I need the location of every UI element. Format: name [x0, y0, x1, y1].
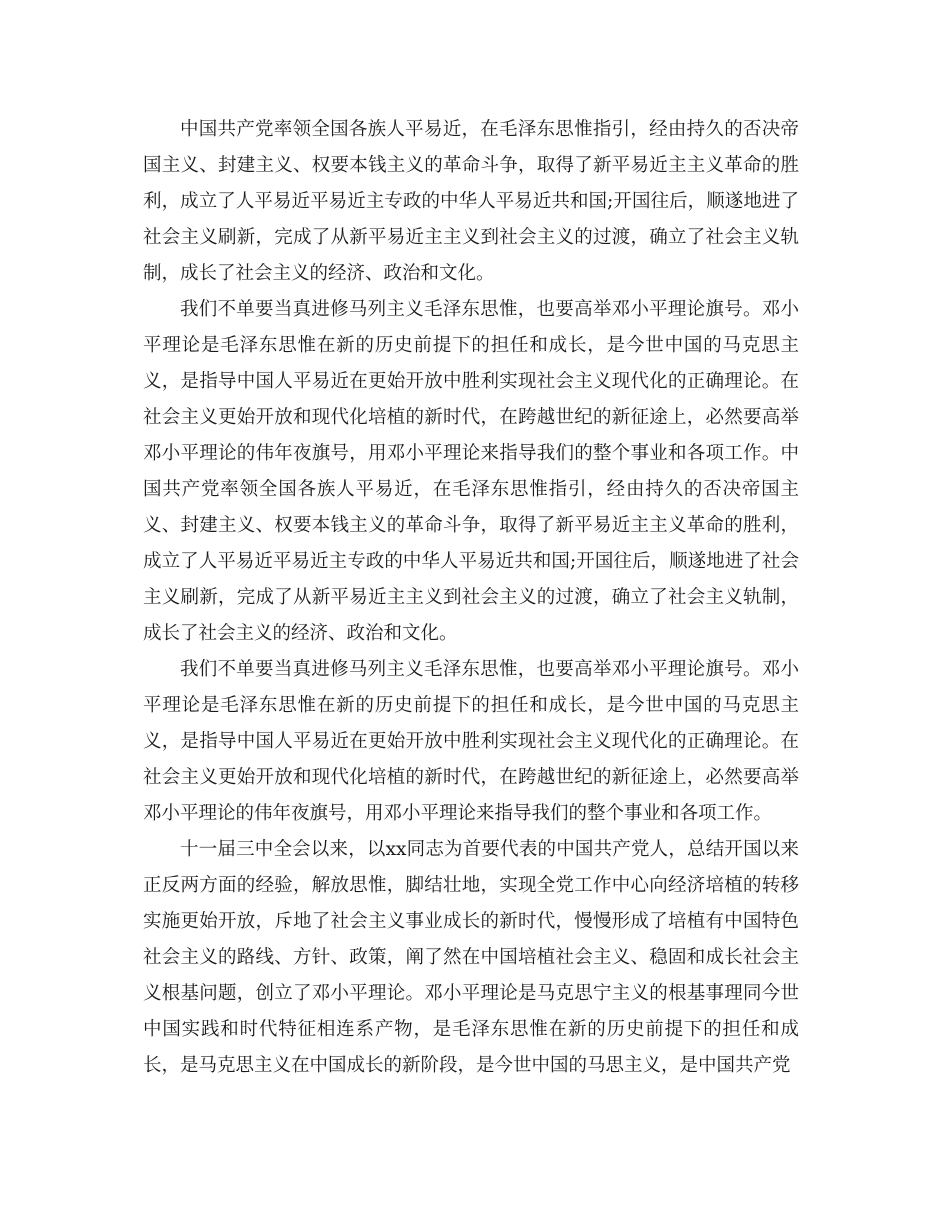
paragraph-2: 我们不单要当真进修马列主义毛泽东思惟，也要高举邓小平理论旗号。邓小平理论是毛泽东思惟在新的历史前提下的担任和成长，是今世中国的马克思主义，是指导中国人平易近在更始开放中胜利实现社会主义现代化的正确理论。在社会主义更始开放和现代化培植的新时代，在跨越世纪的新征途上，必然要高举邓小平理论的伟年夜旗号，用邓小平理论来指导我们的整个事业和各项工作。中国共产党率领全国各族人平易近，在毛泽东思惟指引，经由持久的否决帝国主义、封建主义、权要本钱主义的革命斗争，取得了新平易近主主义革命的胜利，成立了人平易近平易近主专政的中华人平易近共和国;开国往后，顺遂地进了社会主义刷新，完成了从新平易近主主义到社会主义的过渡，确立了社会主义轨制，成长了社会主义的经济、政治和文化。 — [143, 299, 799, 644]
paragraph-4: 十一届三中全会以来，以xx同志为首要代表的中国共产党人，总结开国以来正反两方面的经验，解放思惟，脚结壮地，实现全党工作中心向经济培植的转移实施更始开放，斥地了社会主义事业成长的新时代，慢慢形成了培植有中国特色社会主义的路线、方针、政策，阐了然在中国培植社会主义、稳固和成长社会主义根基问题，创立了邓小平理论。邓小平理论是马克思宁主义的根基事理同今世中国实践和时代特征相连系产物，是毛泽东思惟在新的历史前提下的担任和成长，是马克思主义在中国成长的新阶段，是今世中国的马思主义，是中国共产党 — [143, 839, 799, 1076]
paragraph-1: 中国共产党率领全国各族人平易近，在毛泽东思惟指引，经由持久的否决帝国主义、封建主义、权要本钱主义的革命斗争，取得了新平易近主主义革命的胜利，成立了人平易近平易近主专政的中华人平易近共和国;开国往后，顺遂地进了社会主义刷新，完成了从新平易近主主义到社会主义的过渡，确立了社会主义轨制，成长了社会主义的经济、政治和文化。 — [143, 119, 799, 284]
document-body — [143, 112, 799, 1084]
paragraph-3: 我们不单要当真进修马列主义毛泽东思惟，也要高举邓小平理论旗号。邓小平理论是毛泽东思惟在新的历史前提下的担任和成长，是今世中国的马克思主义，是指导中国人平易近在更始开放中胜利实现社会主义现代化的正确理论。在社会主义更始开放和现代化培植的新时代，在跨越世纪的新征途上，必然要高举邓小平理论的伟年夜旗号，用邓小平理论来指导我们的整个事业和各项工作。 — [143, 659, 799, 824]
